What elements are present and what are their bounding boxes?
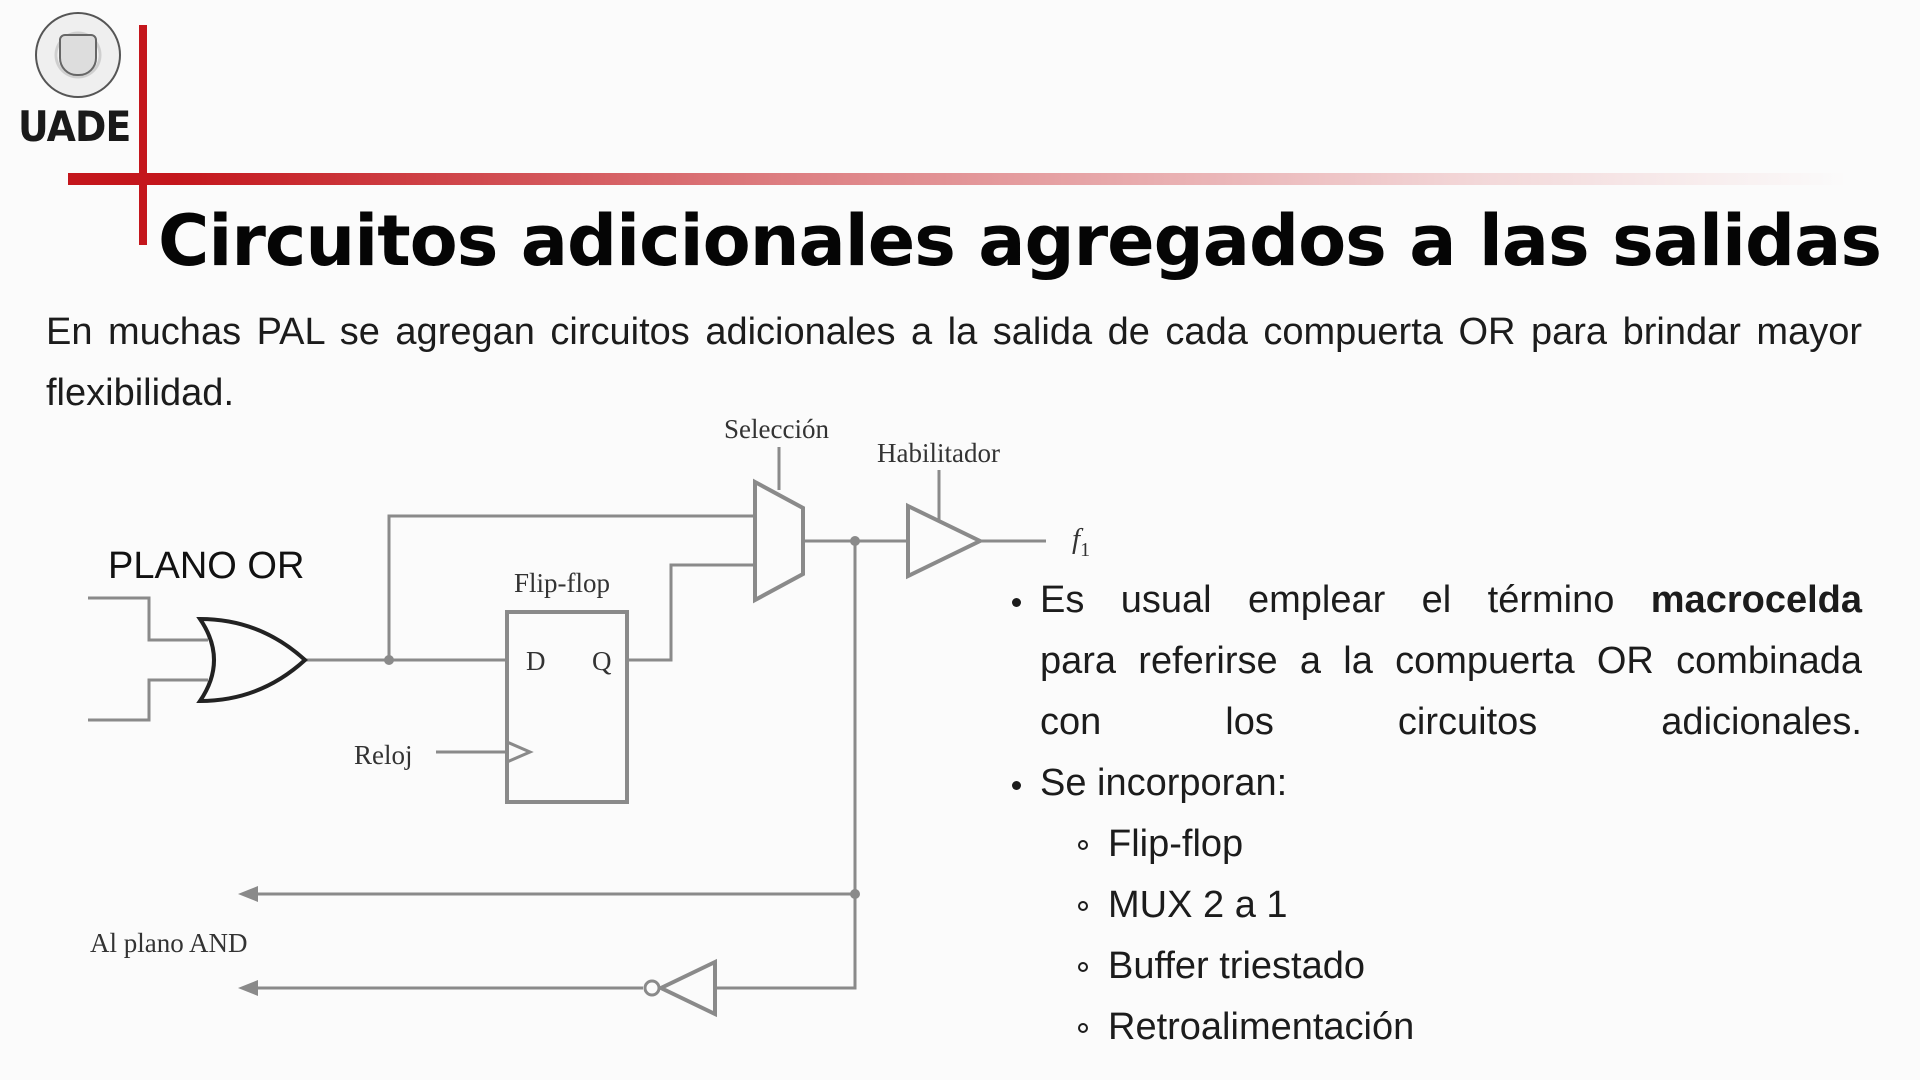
sub-bullet-list xyxy=(1040,814,1862,1058)
mux-symbol xyxy=(755,482,803,600)
arrow-left-icon xyxy=(238,886,258,902)
output-label-subscript: 1 xyxy=(1080,539,1091,561)
bullet-item-incorporan xyxy=(1000,753,1862,1058)
flipflop-label: Flip-flop xyxy=(514,568,611,598)
q-output-label: Q xyxy=(592,646,612,676)
output-label xyxy=(1072,523,1090,561)
feedback-wire xyxy=(715,541,855,988)
plano-or-label: PLANO OR xyxy=(108,545,305,587)
bullet-item-macrocelda xyxy=(1000,570,1862,753)
sub-bullet-item: Retroalimentación xyxy=(1040,997,1862,1058)
output-label-main: f xyxy=(1072,523,1081,555)
inverter-bubble-icon xyxy=(645,981,659,995)
junction-dot xyxy=(384,655,394,665)
or-input-wire-top xyxy=(88,598,208,640)
slide-title: Circuitos adicionales agregados a las salidas xyxy=(158,200,1881,282)
tristate-buffer-symbol xyxy=(908,506,980,576)
sub-bullet-item: Buffer triestado xyxy=(1040,936,1862,997)
bullet-text: Se incorporan: xyxy=(1040,762,1288,804)
junction-dot xyxy=(850,536,860,546)
bullet-text-pre: Es usual emplear el término xyxy=(1040,579,1615,621)
arrow-left-icon xyxy=(238,980,258,996)
bullet-first-line xyxy=(1040,570,1862,631)
bullet-text-bold: macrocelda xyxy=(1650,579,1862,621)
or-input-wire-bottom xyxy=(88,680,208,720)
clock-triangle-icon xyxy=(507,742,530,762)
enable-label: Habilitador xyxy=(877,438,1000,468)
bullet-list xyxy=(1000,570,1862,1058)
bullet-text-post: para referirse a la compuerta OR combinada con los circuitos adicionales. xyxy=(1040,640,1862,743)
logo-text: UADE xyxy=(18,102,131,151)
and-plane-label: Al plano AND xyxy=(90,928,248,958)
intro-paragraph: En muchas PAL se agregan circuitos adicionales a la salida de cada compuerta OR para brindar mayor flexibilidad. xyxy=(46,311,1862,414)
d-input-label: D xyxy=(526,646,546,676)
or-gate-symbol xyxy=(200,619,305,701)
selection-label: Selección xyxy=(724,414,829,444)
flipflop-box xyxy=(507,612,627,802)
inverter-symbol xyxy=(661,962,715,1014)
q-to-mux-wire xyxy=(628,565,755,660)
clock-label: Reloj xyxy=(354,740,413,770)
sub-bullet-item: Flip-flop xyxy=(1040,814,1862,875)
sub-bullet-item: MUX 2 a 1 xyxy=(1040,875,1862,936)
junction-dot xyxy=(850,889,860,899)
